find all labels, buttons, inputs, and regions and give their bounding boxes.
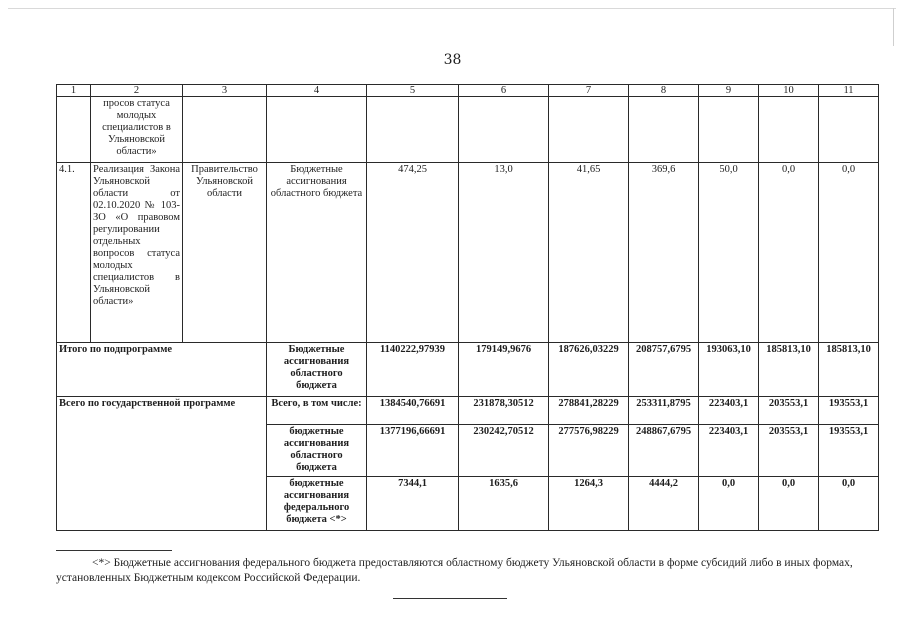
scan-edge-right (893, 8, 894, 46)
col-header: 1 (57, 85, 91, 97)
column-number-row (57, 85, 879, 97)
value-cell: 179149,9676 (459, 343, 549, 397)
continuation-row (57, 97, 879, 163)
col-header: 11 (819, 85, 879, 97)
value-cell: 223403,1 (699, 397, 759, 425)
col-header: 4 (267, 85, 367, 97)
table-cell (267, 97, 367, 163)
col-header: 9 (699, 85, 759, 97)
executor: Правительство Ульяновской области (183, 163, 267, 343)
table-cell (183, 97, 267, 163)
value-cell: 187626,03229 (549, 343, 629, 397)
value-cell: 185813,10 (819, 343, 879, 397)
table-cell (459, 97, 549, 163)
funding-source: бюджетные ассигнования федерального бюджета <*> (267, 477, 367, 531)
value-cell: 193553,1 (819, 425, 879, 477)
value-cell: 50,0 (699, 163, 759, 343)
table-cell (759, 97, 819, 163)
value-cell: 1384540,76691 (367, 397, 459, 425)
value-cell: 203553,1 (759, 425, 819, 477)
footnote-rule (56, 550, 172, 551)
value-cell: 1140222,97939 (367, 343, 459, 397)
value-cell: 253311,8795 (629, 397, 699, 425)
value-cell: 230242,70512 (459, 425, 549, 477)
value-cell: 7344,1 (367, 477, 459, 531)
footnote-body: <*> Бюджетные ассигнования федерального бюджета предоставляются областному бюджету Ульяновской области в форме субсидий либо в иных формах, установленных Бюджетным кодексом Российской Федерации. (56, 557, 853, 584)
value-cell: 223403,1 (699, 425, 759, 477)
value-cell: 193063,10 (699, 343, 759, 397)
value-cell: 369,6 (629, 163, 699, 343)
table-cell (819, 97, 879, 163)
value-cell: 4444,2 (629, 477, 699, 531)
funding-source: Всего, в том числе: (267, 397, 367, 425)
value-cell: 0,0 (819, 163, 879, 343)
value-cell: 203553,1 (759, 397, 819, 425)
value-cell: 208757,6795 (629, 343, 699, 397)
measure-name: Реализация Закона Ульяновской области от 02.10.2020 № 103-ЗО «О правовом регулировании отдельных вопросов статуса молодых специалистов в Ульяновской области» (91, 163, 183, 343)
subprogram-total-row (57, 343, 879, 397)
value-cell: 0,0 (699, 477, 759, 531)
program-total-row (57, 397, 879, 425)
value-cell: 1377196,66691 (367, 425, 459, 477)
value-cell: 13,0 (459, 163, 549, 343)
col-header: 3 (183, 85, 267, 97)
col-header: 2 (91, 85, 183, 97)
table-cell (367, 97, 459, 163)
value-cell: 0,0 (759, 477, 819, 531)
row-number: 4.1. (57, 163, 91, 343)
value-cell: 278841,28229 (549, 397, 629, 425)
scan-edge-top (8, 8, 896, 9)
subprogram-total-label: Итого по подпрограмме (57, 343, 267, 397)
value-cell: 277576,98229 (549, 425, 629, 477)
col-header: 10 (759, 85, 819, 97)
col-header: 7 (549, 85, 629, 97)
value-cell: 41,65 (549, 163, 629, 343)
value-cell: 0,0 (759, 163, 819, 343)
measure-name-continuation: просов статуса молодых специалистов в Ульяновской области» (91, 97, 183, 163)
value-cell: 474,25 (367, 163, 459, 343)
value-cell: 231878,30512 (459, 397, 549, 425)
table-cell (57, 97, 91, 163)
funding-source: Бюджетные ассигнования областного бюджета (267, 343, 367, 397)
table-cell (549, 97, 629, 163)
budget-table (56, 84, 879, 531)
end-rule (393, 598, 507, 599)
table-cell (629, 97, 699, 163)
value-cell: 248867,6795 (629, 425, 699, 477)
value-cell: 193553,1 (819, 397, 879, 425)
col-header: 5 (367, 85, 459, 97)
col-header: 8 (629, 85, 699, 97)
value-cell: 1264,3 (549, 477, 629, 531)
funding-source: Бюджетные ассигнования областного бюджета (267, 163, 367, 343)
table-row-4-1 (57, 163, 879, 343)
funding-source: бюджетные ассигнования областного бюджета (267, 425, 367, 477)
page-number: 38 (443, 52, 462, 68)
table-cell (699, 97, 759, 163)
value-cell: 185813,10 (759, 343, 819, 397)
program-total-label: Всего по государственной программе (57, 397, 267, 531)
col-header: 6 (459, 85, 549, 97)
footnote-text (56, 556, 856, 586)
value-cell: 1635,6 (459, 477, 549, 531)
value-cell: 0,0 (819, 477, 879, 531)
